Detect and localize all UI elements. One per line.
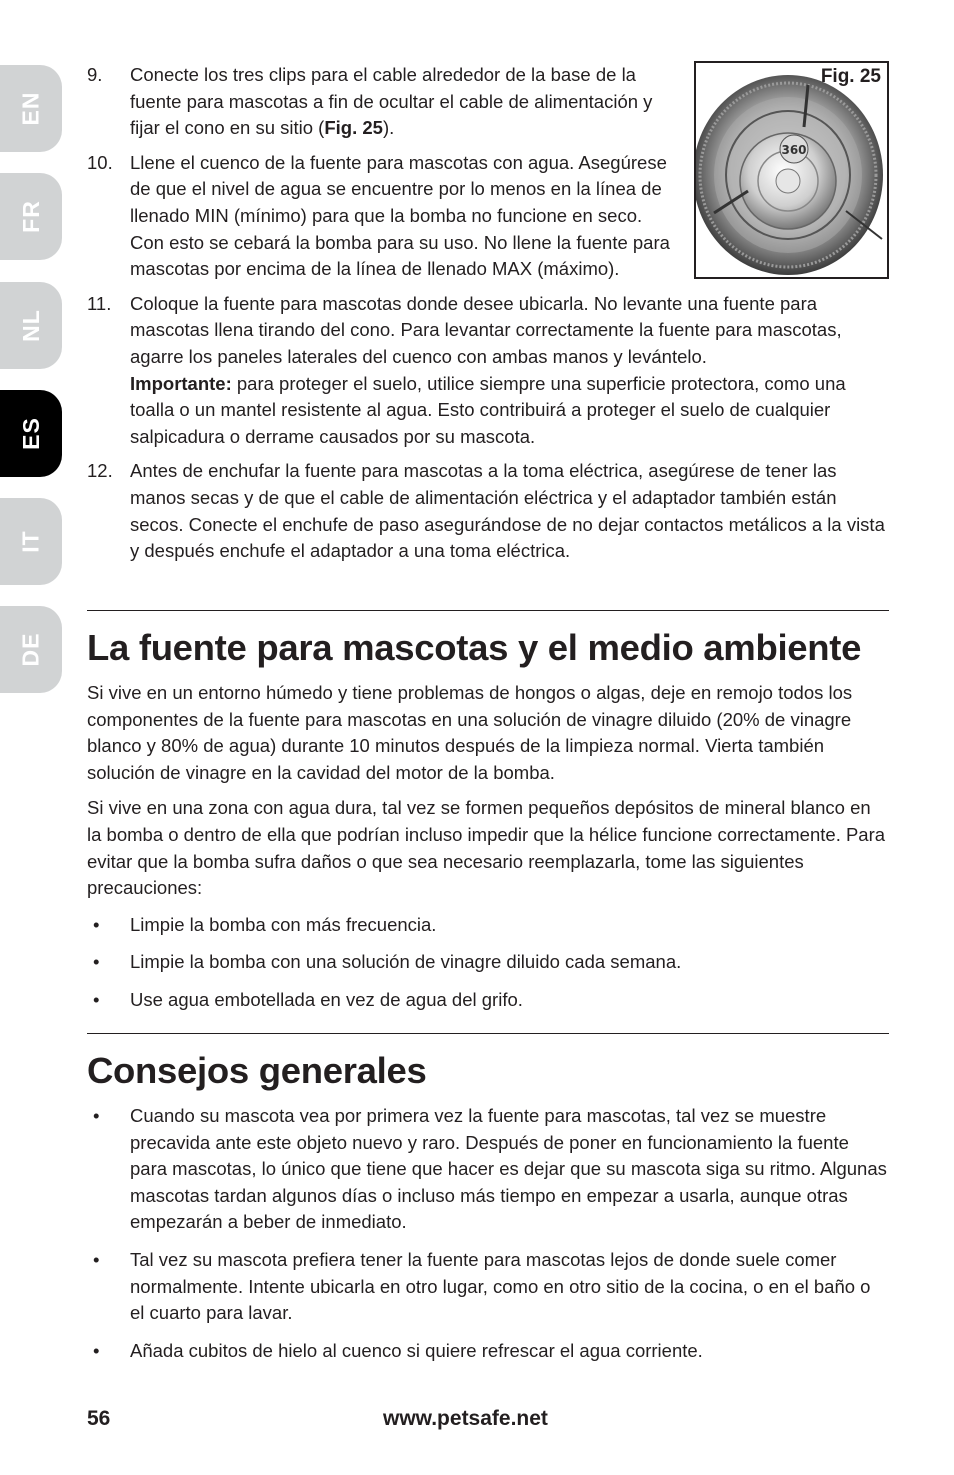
step-12 — [87, 458, 889, 564]
list-item-text: Limpie la bomba con más frecuencia. — [130, 913, 437, 935]
step-text: Antes de enchufar la fuente para mascotas a la toma eléctrica, asegúrese de tener las manos secas y de que el cable de alimentación eléctrica y el adaptador también están secos. Conecte el enchufe de paso asegurándose de no dejar contactos metálicos a la vista y después enchufe el adaptador a una toma eléctrica. — [130, 460, 885, 562]
list-item — [87, 987, 889, 1014]
bullet: • — [93, 951, 100, 973]
section-environment-body — [87, 680, 889, 1025]
section-title-general-tips: Consejos generales — [87, 1050, 427, 1091]
tab-fr[interactable] — [0, 173, 62, 260]
step-text: Llene el cuenco de la fuente para mascotas con agua. Asegúrese de que el nivel de agua se encuentre por lo menos en la línea de llenado MIN (mínimo) para que la bomba no funcione en seco. Con esto se cebará la bomba para su uso. No llene la fuente para mascotas por encima de la línea de llenado MAX (máximo). — [130, 151, 670, 280]
list-item-text: Añada cubitos de hielo al cuenco si quiere refrescar el agua corriente. — [130, 1339, 703, 1361]
website-link[interactable]: www.petsafe.net — [383, 1407, 548, 1430]
tab-nl-label: NL — [17, 309, 44, 342]
tab-it[interactable] — [0, 498, 62, 585]
step-text-end: ). — [382, 117, 395, 139]
section-title-environment: La fuente para mascotas y el medio ambiente — [87, 627, 862, 668]
figure-reference: Fig. 25 — [324, 117, 383, 139]
list-item-text: Limpie la bomba con una solución de vinagre diluido cada semana. — [130, 951, 682, 973]
bullet: • — [93, 1248, 100, 1270]
tab-de[interactable] — [0, 606, 62, 693]
step-number: 9. — [87, 64, 103, 85]
bullet: • — [93, 988, 100, 1010]
section-divider — [87, 610, 889, 611]
section-general-tips-body — [87, 1103, 889, 1375]
list-item — [87, 912, 889, 939]
paragraph: Si vive en una zona con agua dura, tal vez se formen pequeños depósitos de mineral blanco en la bomba o dentro de ella que podrían incluso impedir que la hélice funcione correctamente. Para evitar que la bomba sufra daños o que sea necesario reemplazarla, tome las siguientes precauciones: — [87, 797, 886, 899]
tab-es[interactable] — [0, 390, 62, 477]
list-item — [87, 1338, 889, 1365]
steps-list — [87, 62, 889, 573]
list-item-text: Tal vez su mascota prefiera tener la fuente para mascotas lejos de donde suele comer normalmente. Intente ubicarla en otro lugar, como en otro sitio de la cocina, o en el baño o el cuarto para lavar. — [130, 1248, 871, 1324]
list-item — [87, 1247, 889, 1327]
tab-de-label: DE — [17, 632, 44, 667]
tab-it-label: IT — [17, 530, 44, 553]
step-10 — [87, 150, 677, 283]
paragraph: Si vive en un entorno húmedo y tiene problemas de hongos o algas, deje en remojo todos los componentes de la fuente para mascotas en una solución de vinagre diluido (20% de vinagre blanco y 80% de agua) durante 10 minutos después de la limpieza normal. Vierta también solución de vinagre en la cavidad del motor de la bomba. — [87, 682, 853, 783]
important-label: Importante: — [130, 372, 232, 394]
step-11 — [87, 291, 889, 451]
fountain-logo-text: 360 — [781, 143, 807, 157]
tab-en[interactable] — [0, 65, 62, 152]
language-tabs — [0, 0, 62, 1475]
bullet: • — [93, 1105, 100, 1126]
step-number: 10. — [87, 151, 113, 173]
bullet: • — [93, 1339, 100, 1361]
bullet: • — [93, 913, 100, 935]
tab-es-label: ES — [17, 417, 44, 450]
precautions-list — [87, 912, 889, 1014]
tips-list — [87, 1103, 889, 1364]
step-number: 11. — [87, 292, 112, 314]
list-item — [87, 1103, 889, 1236]
section-divider — [87, 1033, 889, 1034]
step-9 — [87, 62, 677, 142]
figure-label: Fig. 25 — [820, 66, 881, 87]
page-number: 56 — [87, 1407, 111, 1430]
step-number: 12. — [87, 460, 113, 482]
step-text-important: para proteger el suelo, utilice siempre una superficie protectora, como una toalla o un mantel resistente al agua. Esto contribuirá a proteger el suelo de cualquier salpicadura o derrame causados por su mascota. — [130, 372, 846, 447]
step-text: Conecte los tres clips para el cable alrededor de la base de la fuente para mascotas a fin de ocultar el cable de alimentación y fijar el cono en su sitio ( — [130, 64, 653, 139]
list-item-text: Cuando su mascota vea por primera vez la fuente para mascotas, tal vez se muestre precavida ante este objeto nuevo y raro. Después de poner en funcionamiento la fuente para mascotas, lo único que tiene que hacer es dejar que su mascota siga su ritmo. Algunas mascotas tardan algunos días o incluso más tiempo en empezar a usarla, aunque otras empezarán a beber de inmediato. — [130, 1105, 887, 1233]
step-text: Coloque la fuente para mascotas donde desee ubicarla. No levante una fuente para mascotas llena tirando del cono. Para levantar correctamente la fuente para mascotas, agarre los paneles laterales del cuenco con ambas manos y levántelo. — [130, 292, 842, 367]
tab-nl[interactable] — [0, 282, 62, 369]
tab-en-label: EN — [17, 91, 44, 126]
tab-fr-label: FR — [17, 200, 44, 233]
list-item-text: Use agua embotellada en vez de agua del grifo. — [130, 988, 523, 1010]
list-item — [87, 949, 889, 976]
